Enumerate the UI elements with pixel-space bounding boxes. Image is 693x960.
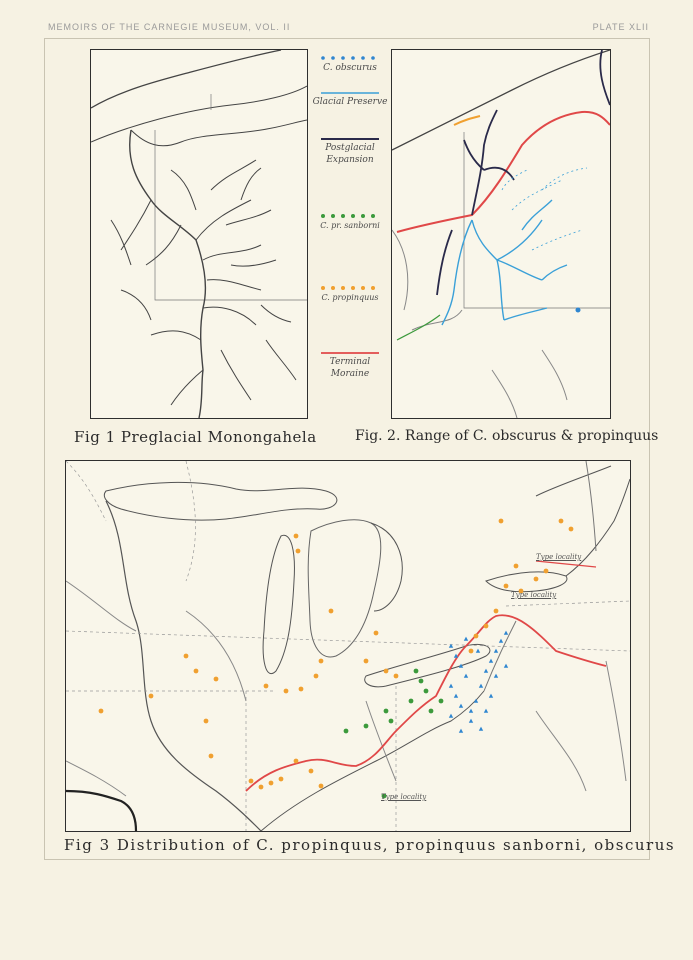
locality-dot bbox=[284, 689, 289, 694]
locality-dot bbox=[204, 719, 209, 724]
orange-dots-swatch bbox=[319, 284, 381, 292]
locality-dot bbox=[514, 564, 519, 569]
locality-dot bbox=[479, 684, 483, 688]
legend-label-sanborni: C. pr. sanborni bbox=[320, 221, 380, 230]
fig1-caption: Fig 1 Preglacial Monongahela bbox=[74, 428, 317, 446]
obscurus-outlier-dot bbox=[576, 308, 581, 313]
type-locality-label: Type locality bbox=[511, 591, 557, 599]
locality-dot bbox=[504, 664, 508, 668]
green-dots-swatch bbox=[319, 212, 381, 220]
locality-dot bbox=[299, 687, 304, 692]
locality-dot bbox=[469, 709, 473, 713]
locality-dot bbox=[314, 674, 319, 679]
legend-moraine bbox=[310, 350, 390, 380]
locality-dot bbox=[319, 659, 324, 664]
locality-dot bbox=[309, 769, 314, 774]
locality-dot bbox=[464, 637, 468, 641]
locality-dot bbox=[294, 759, 299, 764]
locality-dot bbox=[409, 699, 414, 704]
locality-dot bbox=[414, 669, 419, 674]
locality-dot bbox=[394, 674, 399, 679]
locality-dot bbox=[476, 649, 480, 653]
locality-dot bbox=[194, 669, 199, 674]
locality-dot bbox=[269, 781, 274, 786]
locality-dot bbox=[484, 709, 488, 713]
locality-dot bbox=[449, 684, 453, 688]
legend-label-propinquus: C. propinquus bbox=[321, 293, 379, 302]
locality-dot bbox=[259, 785, 264, 790]
legend-glacial-preserve bbox=[310, 90, 390, 108]
locality-dot bbox=[214, 677, 219, 682]
locality-dot bbox=[484, 669, 488, 673]
locality-dot bbox=[439, 699, 444, 704]
moraine-line bbox=[397, 112, 610, 232]
locality-dot bbox=[419, 679, 424, 684]
locality-dot bbox=[494, 649, 498, 653]
fig3-distribution-map bbox=[65, 460, 631, 832]
locality-dot bbox=[494, 609, 499, 614]
locality-dot bbox=[459, 729, 463, 733]
locality-dot bbox=[364, 659, 369, 664]
locality-dot bbox=[494, 674, 498, 678]
locality-dot bbox=[149, 694, 154, 699]
locality-dot bbox=[374, 631, 379, 636]
locality-dot bbox=[504, 631, 508, 635]
locality-dot bbox=[209, 754, 214, 759]
fig2-range-map bbox=[391, 49, 611, 419]
locality-dot bbox=[279, 777, 284, 782]
locality-dot bbox=[569, 527, 574, 532]
locality-dot bbox=[484, 624, 489, 629]
fig1-preglacial-map bbox=[90, 49, 308, 419]
locality-dot bbox=[469, 649, 474, 654]
fig3-moraine-line bbox=[246, 615, 606, 791]
fig2-caption: Fig. 2. Range of C. obscurus & propinquus bbox=[355, 428, 659, 444]
type-locality-label: Type locality bbox=[536, 553, 582, 561]
legend-label-moraine: Terminal Moraine bbox=[329, 357, 371, 379]
propinquus-dots bbox=[99, 519, 574, 790]
locality-dot bbox=[389, 719, 394, 724]
locality-dot bbox=[464, 674, 468, 678]
locality-dot bbox=[384, 669, 389, 674]
locality-dot bbox=[249, 779, 254, 784]
legend-label-obscurus: C. obscurus bbox=[323, 63, 377, 73]
fig3-caption: Fig 3 Distribution of C. propinquus, propinquus sanborni, obscurus bbox=[64, 836, 676, 854]
locality-dot bbox=[454, 694, 458, 698]
locality-dot bbox=[474, 634, 479, 639]
fig3-distribution-svg bbox=[66, 461, 630, 831]
locality-dot bbox=[264, 684, 269, 689]
fig2-range-svg bbox=[392, 50, 610, 418]
locality-dot bbox=[449, 644, 453, 648]
legend-postglacial bbox=[310, 136, 390, 166]
map-legend bbox=[310, 52, 390, 412]
locality-dot bbox=[559, 519, 564, 524]
locality-dot bbox=[319, 784, 324, 789]
locality-dot bbox=[499, 639, 503, 643]
locality-dot bbox=[429, 709, 434, 714]
locality-dot bbox=[344, 729, 349, 734]
locality-dot bbox=[99, 709, 104, 714]
locality-dot bbox=[479, 727, 483, 731]
legend-propinquus bbox=[310, 284, 390, 304]
fig1-drainage-svg bbox=[91, 50, 307, 418]
obscurus-dots bbox=[449, 631, 508, 733]
journal-header: MEMOIRS OF THE CARNEGIE MUSEUM, VOL. II bbox=[48, 22, 291, 32]
locality-dot bbox=[364, 724, 369, 729]
locality-dot bbox=[449, 714, 453, 718]
locality-dot bbox=[296, 549, 301, 554]
blue-dots-swatch bbox=[319, 54, 381, 62]
locality-dot bbox=[499, 519, 504, 524]
legend-obscurus bbox=[310, 54, 390, 74]
fig3-moraine-line-north bbox=[536, 561, 596, 567]
locality-dot bbox=[489, 694, 493, 698]
legend-label-glacial-preserve: Glacial Preserve bbox=[312, 97, 388, 107]
type-locality-label: Type locality bbox=[381, 793, 427, 801]
legend-sanborni bbox=[310, 212, 390, 232]
locality-dot bbox=[184, 654, 189, 659]
locality-dot bbox=[534, 577, 539, 582]
locality-dot bbox=[489, 659, 493, 663]
locality-dot bbox=[384, 709, 389, 714]
locality-dot bbox=[469, 719, 473, 723]
locality-dot bbox=[424, 689, 429, 694]
locality-dot bbox=[329, 609, 334, 614]
locality-dot bbox=[459, 704, 463, 708]
locality-dot bbox=[544, 569, 549, 574]
plate-number: PLATE XLII bbox=[592, 22, 649, 32]
legend-label-postglacial: Postglacial Expansion bbox=[325, 143, 375, 165]
locality-dot bbox=[294, 534, 299, 539]
locality-dot bbox=[504, 584, 509, 589]
